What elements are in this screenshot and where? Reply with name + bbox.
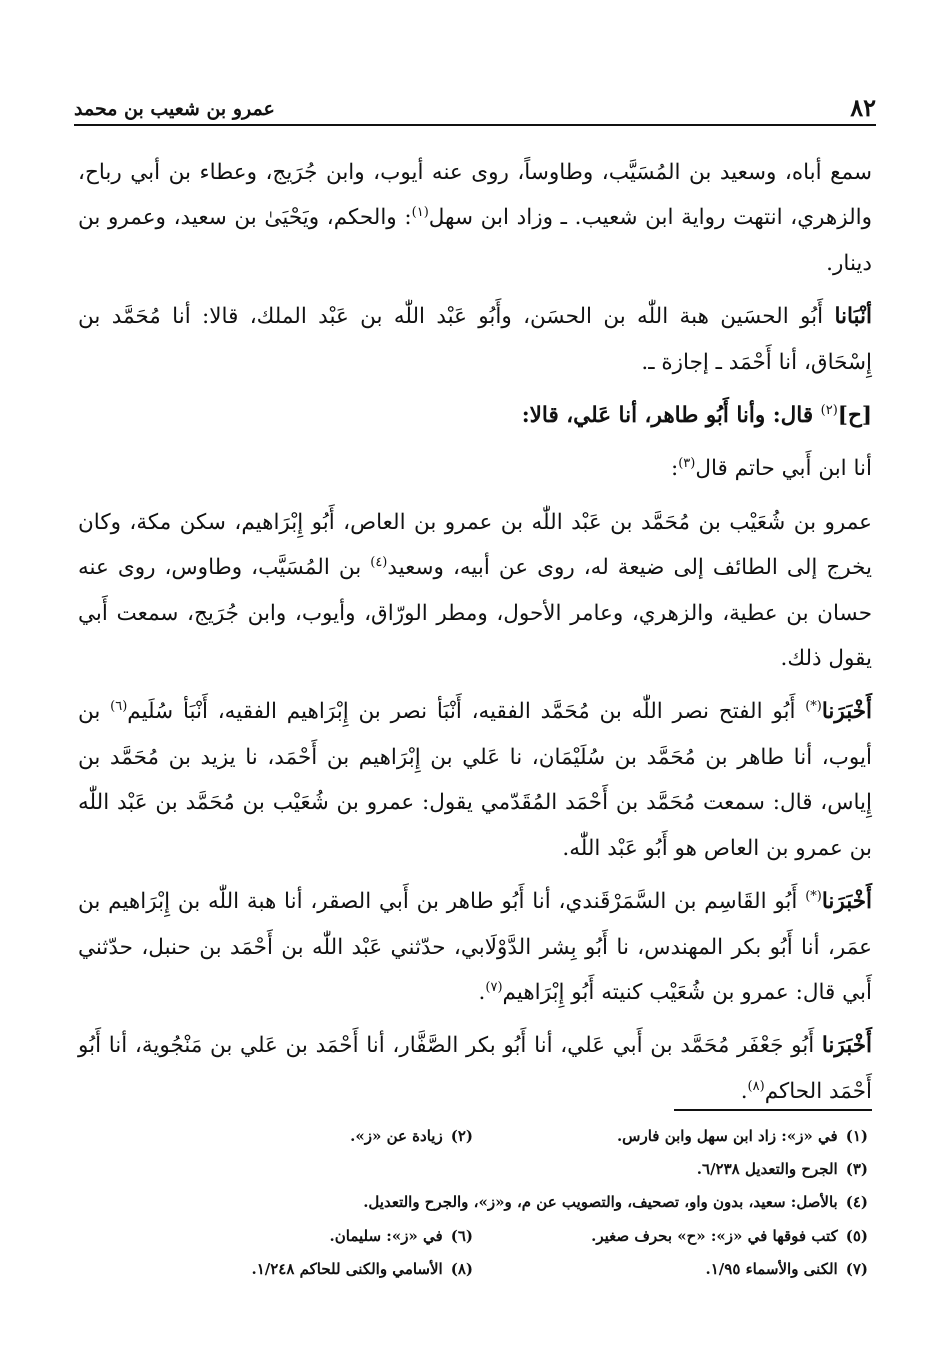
footnote-ref: (١) bbox=[411, 205, 429, 221]
chain-lead-word: أَخْبَرَنا bbox=[821, 1033, 872, 1059]
paragraph-text: أنا ابن أَبي حاتم قال bbox=[695, 456, 872, 482]
main-text bbox=[78, 150, 872, 1114]
footnote-number: (١) bbox=[845, 1127, 868, 1145]
footnote-number: (٢) bbox=[450, 1127, 473, 1145]
footnote-5 bbox=[473, 1220, 868, 1253]
paragraph-3 bbox=[78, 393, 872, 438]
footnote-2 bbox=[78, 1120, 473, 1153]
footnote-number: (٣) bbox=[845, 1160, 868, 1179]
footnote-number: (٧) bbox=[845, 1259, 868, 1278]
footnote-row bbox=[78, 1186, 868, 1219]
paragraph-text: أَبُو القَاسِم بن السَّمَرْقَندي، أنا أَبُو طاهر بن أَبي الصقر، أنا هبة اللّٰه بن إِبْرَاهيم بن عمَر، أنا أَبُو بكر المهندس، نا أَبُو بِشر الدَّوْلَابي، حدّثني عَبْد اللّٰه بن أَحْمَد بن حنبل، حدّثني أَبي قال: عمرو بن شُعَيْب كنيته أَبُو إِبْرَاهيم bbox=[78, 889, 872, 1005]
footnote-ref: (٧) bbox=[485, 979, 503, 995]
footnote-ref: (*) bbox=[805, 699, 822, 715]
footnote-ref: (٢) bbox=[820, 402, 838, 418]
footnote-text: في «ز»: سليمان. bbox=[329, 1226, 443, 1245]
footnote-text: زيادة عن «ز». bbox=[350, 1127, 443, 1145]
paragraph-text: عمرو بن شُعَيْب بن مُحَمَّد بن عَبْد اللّٰه بن عمرو بن العاص، أَبُو إِبْرَاهيم، سكن مكة، وكان يخرج إلى الطائف إلى ضيعة له، روى عن أبيه، وسعيد bbox=[78, 509, 872, 581]
footnotes bbox=[78, 1120, 868, 1286]
chain-lead-word: أنْبَانا bbox=[834, 304, 872, 330]
paragraph-text: بن المُسَيَّب، وطاوس، روى عنه حسان بن عطية، والزهري، وعامر الأحول، ومطر الورّاق، وأيوب، وابن جُرَيج، سمعت أَبي يقول ذلك. bbox=[78, 555, 872, 672]
footnote-ref: (*) bbox=[805, 888, 822, 904]
footnote-number: (٥) bbox=[845, 1226, 868, 1245]
footnote-text: كتب فوقها في «ز»: «ح» بحرف صغير. bbox=[591, 1226, 838, 1245]
paragraph-text: : bbox=[670, 456, 679, 482]
footnote-text: الكنى والأسماء ١/٩٥. bbox=[705, 1259, 838, 1278]
footnote-3 bbox=[78, 1153, 868, 1186]
chain-lead-word: أَخْبَرَنا bbox=[821, 889, 872, 915]
page-header bbox=[74, 88, 876, 126]
paragraph-text: قال: وأنا أَبُو طاهر، أنا عَلي، قالا: bbox=[521, 403, 821, 429]
footnote-7 bbox=[473, 1253, 868, 1286]
footnote-row bbox=[78, 1153, 868, 1186]
paragraph-7 bbox=[78, 879, 872, 1015]
footnote-6 bbox=[78, 1220, 473, 1253]
footnote-text: في «ز»: زاد ابن سهل وابن فارس. bbox=[616, 1127, 838, 1145]
footnote-divider bbox=[674, 1109, 872, 1111]
footnote-ref: (٨) bbox=[747, 1078, 765, 1094]
paragraph-text: أَبُو الفتح نصر اللّٰه بن مُحَمَّد الفقيه، أَنْبَأ نصر بن إِبْرَاهيم الفقيه، أَنْبَأ سُلَيم bbox=[127, 699, 806, 725]
footnote-row bbox=[78, 1120, 868, 1153]
chain-lead-word: أَخْبَرَنا bbox=[821, 699, 872, 725]
footnote-ref: (٤) bbox=[370, 555, 388, 571]
paragraph-text: . bbox=[478, 979, 486, 1005]
footnote-1 bbox=[473, 1120, 868, 1153]
running-title: عمرو بن شعيب بن محمد bbox=[74, 98, 275, 120]
chain-lead-word: [ح] bbox=[837, 403, 872, 429]
paragraph-text: أَبُو الحسَين هبة اللّٰه بن الحسَن، وأَبُو عَبْد اللّٰه بن عَبْد الملك، قالا: أنا مُحَمَّد بن إِسْحَاق، أنا أَحْمَد ـ إجازة ـ. bbox=[78, 304, 872, 375]
footnote-text: بالأصل: سعيد، بدون واو، تصحيف، والتصويب عن م، و«ز»، والجرح والتعديل. bbox=[363, 1193, 838, 1212]
footnote-text: الجرح والتعديل ٦/٢٣٨. bbox=[696, 1160, 838, 1179]
footnote-row bbox=[78, 1220, 868, 1253]
paragraph-text: . bbox=[740, 1078, 748, 1104]
paragraph-5 bbox=[78, 500, 872, 682]
paragraph-8 bbox=[78, 1023, 872, 1114]
paragraph-text: بن أيوب، أنا طاهر بن مُحَمَّد بن سُلَيْمَان، نا عَلي بن إِبْرَاهيم بن أَحْمَد، نا يزيد بن مُحَمَّد بن إِياس، قال: سمعت مُحَمَّد بن أَحْمَد المُقَدّمي يقول: عمرو بن شُعَيْب بن مُحَمَّد بن عَبْد اللّٰه بن عمرو بن العاص هو أَبُو عَبْد اللّٰه. bbox=[78, 699, 872, 861]
footnote-row bbox=[78, 1253, 868, 1286]
paragraph-text: أَبُو جَعْفَر مُحَمَّد بن أَبي عَلي، أنا أَبُو بكر الصَّفَّار، أنا أَحْمَد بن عَلي بن مَنْجُوية، أنا أَبُو أَحْمَد الحاكم bbox=[78, 1033, 872, 1104]
page-number: ٨٢ bbox=[850, 93, 876, 122]
footnote-number: (٦) bbox=[450, 1226, 473, 1245]
footnote-8 bbox=[78, 1253, 473, 1286]
paragraph-text: سمع أباه، وسعيد بن المُسَيَّب، وطاوساً، روى عنه أيوب، وابن جُرَيج، وعطاء بن أبي رباح، والزهري، انتهت رواية ابن شعيب. ـ وزاد ابن سهل bbox=[78, 160, 873, 231]
paragraph-1 bbox=[78, 150, 872, 286]
paragraph-2 bbox=[78, 294, 872, 385]
paragraph-text: : والحكم، ويَحْيَىٰ بن سعيد، وعمرو بن دينار. bbox=[78, 205, 872, 276]
footnote-ref: (٦) bbox=[110, 699, 128, 715]
footnote-ref: (٣) bbox=[678, 456, 696, 472]
footnote-4 bbox=[78, 1186, 868, 1219]
paragraph-4 bbox=[78, 446, 872, 491]
footnote-number: (٤) bbox=[845, 1193, 868, 1212]
footnote-text: الأسامي والكنى للحاكم ١/٢٤٨. bbox=[251, 1259, 443, 1278]
paragraph-6 bbox=[78, 689, 872, 871]
footnote-number: (٨) bbox=[450, 1259, 473, 1278]
